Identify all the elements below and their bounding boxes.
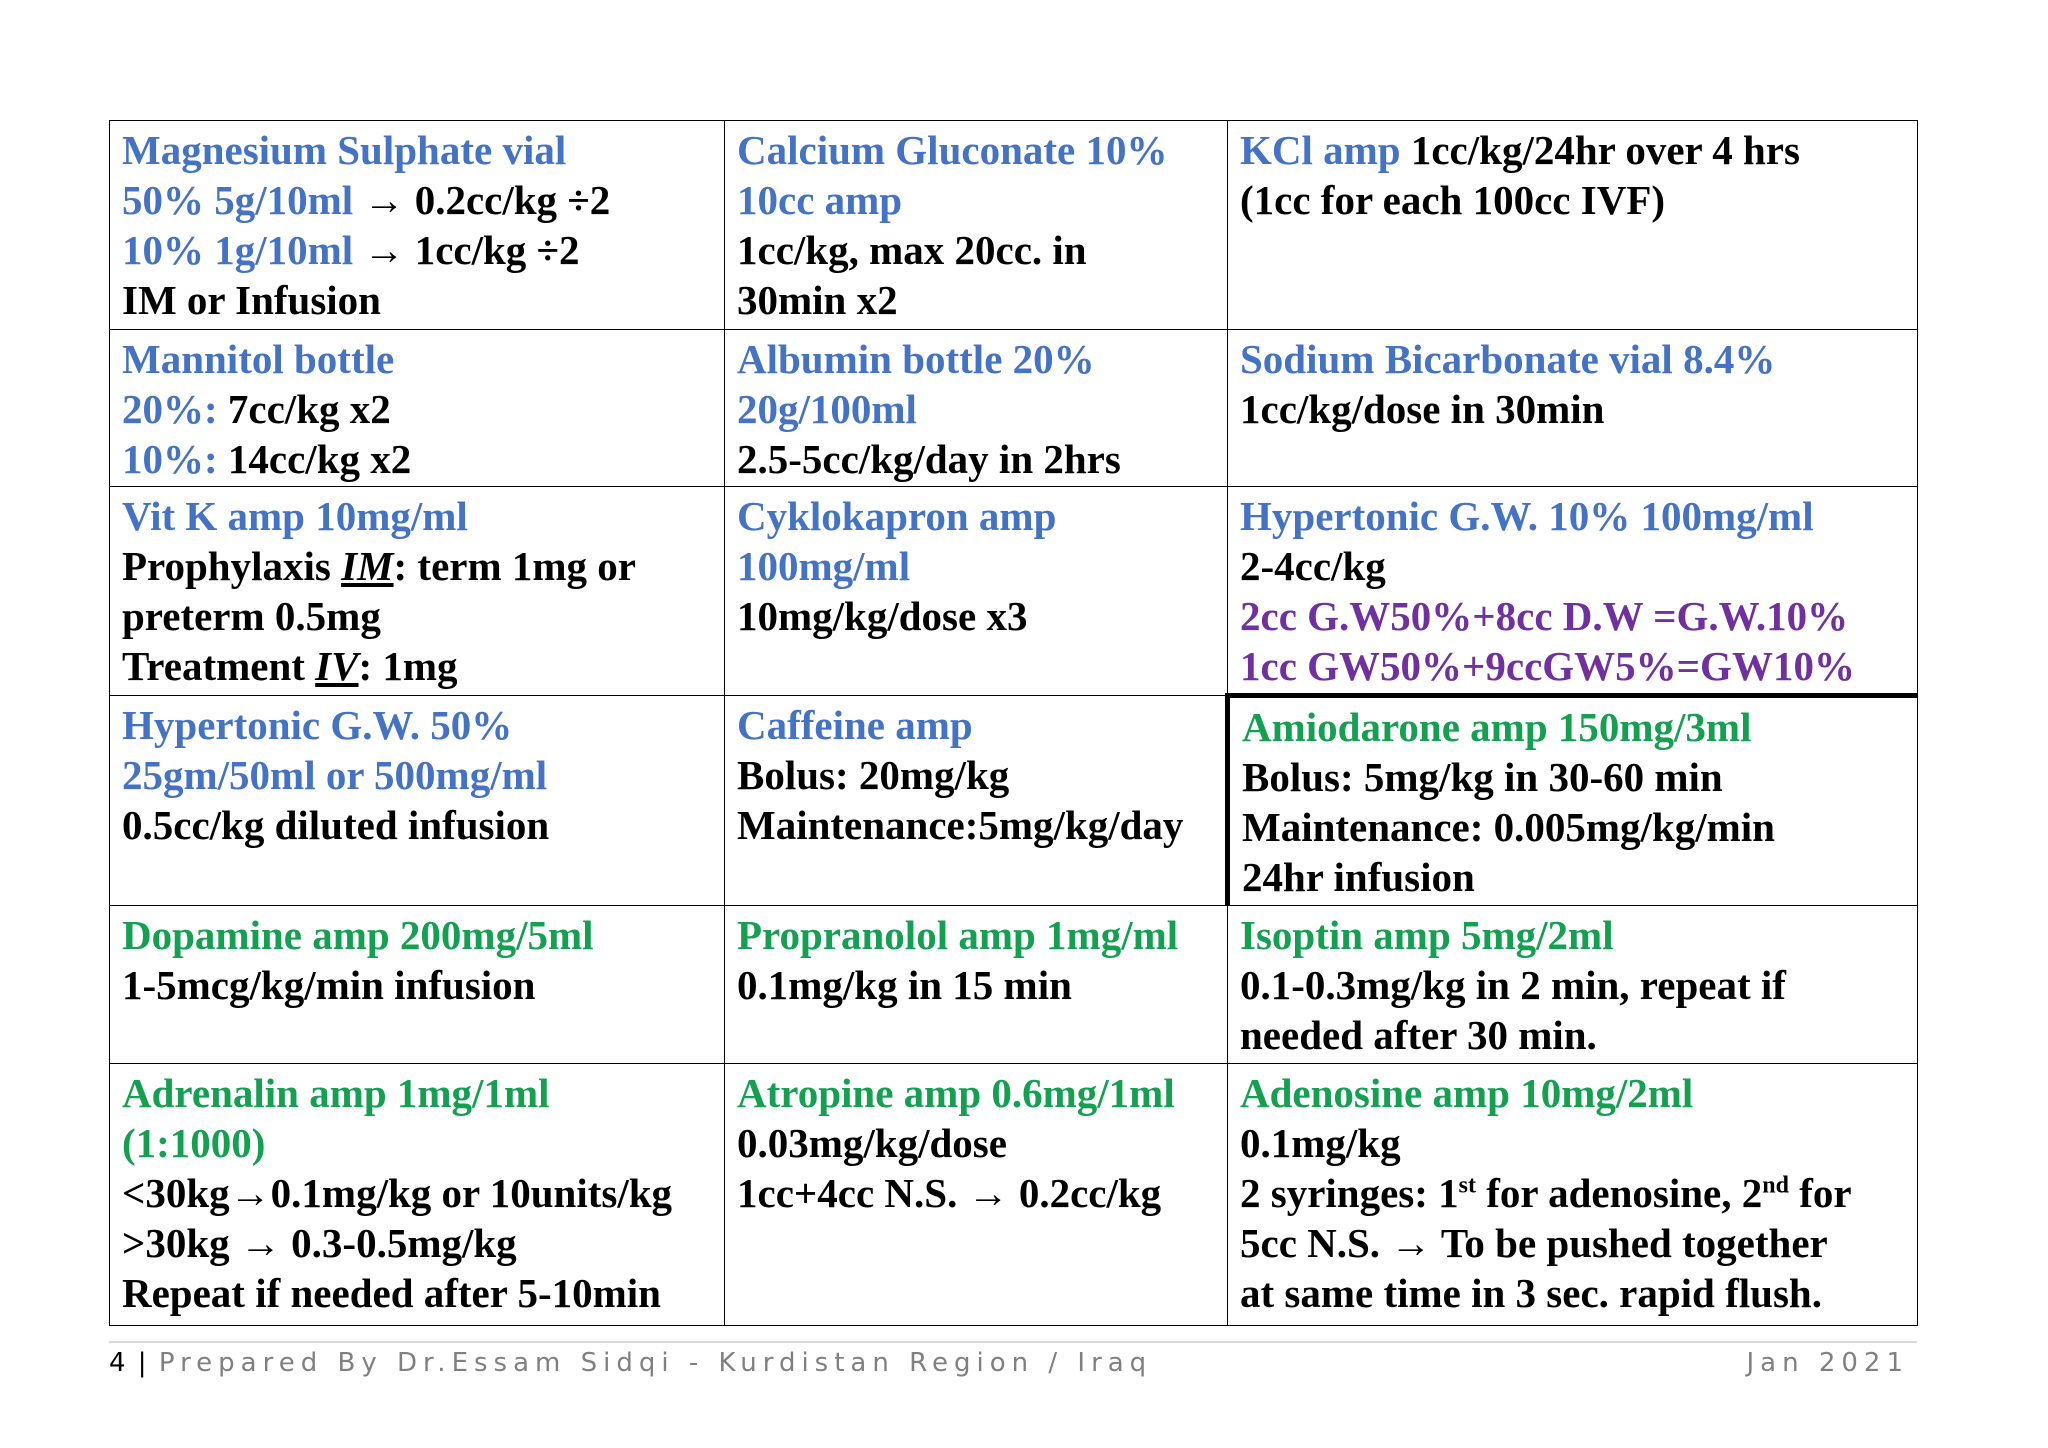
- drug-dose: for: [1788, 1170, 1852, 1216]
- table-row: [110, 1064, 1918, 1326]
- cell-cyklokapron: [725, 487, 1228, 696]
- drug-dose: 1cc+4cc N.S. → 0.2cc/kg: [737, 1170, 1162, 1216]
- drug-dosage-table: [109, 120, 1918, 1326]
- drug-strength: 20%:: [122, 386, 218, 432]
- drug-title: Propranolol amp 1mg/ml: [737, 912, 1179, 958]
- cell-adrenalin: [110, 1064, 725, 1326]
- drug-title: Amiodarone amp 150mg/3ml: [1242, 704, 1752, 750]
- drug-dose: 2-4cc/kg: [1240, 543, 1386, 589]
- drug-title: Caffeine amp: [737, 702, 973, 748]
- drug-dose: 24hr infusion: [1242, 854, 1475, 900]
- cell-adenosine: [1228, 1064, 1918, 1326]
- footer-date: Jan 2021: [1746, 1348, 1909, 1378]
- drug-strength: (1:1000): [122, 1120, 266, 1166]
- drug-dose: 0.1mg/kg in 15 min: [737, 962, 1072, 1008]
- cell-vit-k: [110, 487, 725, 696]
- drug-title: Mannitol bottle: [122, 336, 395, 382]
- drug-title: Magnesium Sulphate vial: [122, 127, 567, 173]
- drug-dose: needed after 30 min.: [1240, 1012, 1597, 1058]
- drug-dose: Repeat if needed after 5-10min: [122, 1270, 661, 1316]
- drug-dose: Maintenance:5mg/kg/day: [737, 802, 1184, 848]
- table-row: [110, 696, 1918, 906]
- drug-title: Vit K amp 10mg/ml: [122, 493, 468, 539]
- table-row: [110, 906, 1918, 1064]
- drug-dose: >30kg → 0.3-0.5mg/kg: [122, 1220, 517, 1266]
- drug-title: Cyklokapron amp: [737, 493, 1057, 539]
- drug-title: Calcium Gluconate 10%: [737, 127, 1168, 173]
- cell-caffeine: [725, 696, 1228, 906]
- table-row: [110, 487, 1918, 696]
- drug-dose: 5cc N.S. → To be pushed together: [1240, 1220, 1828, 1266]
- drug-dose: 1cc/kg, max 20cc. in: [737, 227, 1087, 273]
- footer-author: Prepared By Dr.Essam Sidqi - Kurdistan Region / Iraq: [158, 1348, 1153, 1378]
- drug-title: Hypertonic G.W. 50%: [122, 702, 513, 748]
- route-iv: IV: [315, 643, 359, 689]
- drug-dose: 0.1-0.3mg/kg in 2 min, repeat if: [1240, 962, 1786, 1008]
- drug-dose: 2.5-5cc/kg/day in 2hrs: [737, 436, 1121, 482]
- cell-amiodarone: [1228, 696, 1918, 906]
- drug-dose: 14cc/kg x2: [217, 436, 412, 482]
- drug-title: Albumin bottle 20%: [737, 336, 1095, 382]
- drug-dose: for adenosine, 2: [1476, 1170, 1763, 1216]
- cell-hypertonic-gw-10: [1228, 487, 1918, 696]
- ordinal-suffix: st: [1458, 1172, 1476, 1199]
- cell-albumin: [725, 330, 1228, 487]
- footer-separator: |: [127, 1348, 159, 1378]
- drug-title: Dopamine amp 200mg/5ml: [122, 912, 594, 958]
- drug-recipe: 2cc G.W50%+8cc D.W =G.W.10%: [1240, 593, 1849, 639]
- drug-dose: Bolus: 20mg/kg: [737, 752, 1010, 798]
- drug-route: IM or Infusion: [122, 277, 381, 323]
- drug-strength: 20g/100ml: [737, 386, 917, 432]
- drug-dose: : term 1mg or: [393, 543, 636, 589]
- cell-atropine: [725, 1064, 1228, 1326]
- drug-strength: 10cc amp: [737, 177, 903, 223]
- drug-dose: → 0.2cc/kg ÷2: [353, 177, 611, 223]
- cell-sodium-bicarbonate: [1228, 330, 1918, 487]
- drug-title: Atropine amp 0.6mg/1ml: [737, 1070, 1175, 1116]
- cell-propranolol: [725, 906, 1228, 1064]
- drug-dose: : 1mg: [358, 643, 458, 689]
- cell-calcium-gluconate: [725, 121, 1228, 330]
- cell-hypertonic-gw-50: [110, 696, 725, 906]
- drug-note: (1cc for each 100cc IVF): [1240, 177, 1666, 223]
- footer-divider: [109, 1341, 1917, 1343]
- cell-mannitol: [110, 330, 725, 487]
- drug-dose: 0.5cc/kg diluted infusion: [122, 802, 550, 848]
- drug-strength: 50% 5g/10ml: [122, 177, 354, 223]
- route-im: IM: [341, 543, 394, 589]
- drug-dose: → 1cc/kg ÷2: [353, 227, 580, 273]
- drug-title: Sodium Bicarbonate vial 8.4%: [1240, 336, 1776, 382]
- drug-dose: 30min x2: [737, 277, 898, 323]
- ordinal-suffix: nd: [1762, 1172, 1789, 1199]
- drug-title: Adrenalin amp 1mg/1ml: [122, 1070, 550, 1116]
- cell-magnesium-sulphate: [110, 121, 725, 330]
- drug-strength: 10%:: [122, 436, 218, 482]
- drug-dose: 1-5mcg/kg/min infusion: [122, 962, 536, 1008]
- drug-dose: Maintenance: 0.005mg/kg/min: [1242, 804, 1775, 850]
- drug-dose: Bolus: 5mg/kg in 30-60 min: [1242, 754, 1723, 800]
- drug-dose: 1cc/kg/24hr over 4 hrs: [1400, 127, 1800, 173]
- table-row: [110, 330, 1918, 487]
- page-number: 4: [109, 1348, 128, 1378]
- drug-strength: 25gm/50ml or 500mg/ml: [122, 752, 548, 798]
- page-footer: [109, 1348, 1909, 1378]
- cell-kcl: [1228, 121, 1918, 330]
- drug-dose: 7cc/kg x2: [217, 386, 391, 432]
- cell-isoptin: [1228, 906, 1918, 1064]
- drug-dose: <30kg→0.1mg/kg or 10units/kg: [122, 1170, 673, 1216]
- drug-recipe: 1cc GW50%+9ccGW5%=GW10%: [1240, 643, 1855, 689]
- drug-dose: Prophylaxis: [122, 543, 342, 589]
- drug-strength: 10% 1g/10ml: [122, 227, 354, 273]
- drug-dose: at same time in 3 sec. rapid flush.: [1240, 1270, 1822, 1316]
- drug-strength: 100mg/ml: [737, 543, 911, 589]
- drug-dose: preterm 0.5mg: [122, 593, 381, 639]
- drug-dose: 1cc/kg/dose in 30min: [1240, 386, 1605, 432]
- drug-title: Isoptin amp 5mg/2ml: [1240, 912, 1614, 958]
- table-row: [110, 121, 1918, 330]
- cell-dopamine: [110, 906, 725, 1064]
- drug-dose: 0.1mg/kg: [1240, 1120, 1401, 1166]
- drug-dose: Treatment: [122, 643, 316, 689]
- drug-title: Adenosine amp 10mg/2ml: [1240, 1070, 1694, 1116]
- drug-dose: 0.03mg/kg/dose: [737, 1120, 1007, 1166]
- drug-dose: 10mg/kg/dose x3: [737, 593, 1028, 639]
- drug-title: KCl amp: [1240, 127, 1401, 173]
- drug-title: Hypertonic G.W. 10% 100mg/ml: [1240, 493, 1814, 539]
- drug-dose: 2 syringes: 1: [1240, 1170, 1459, 1216]
